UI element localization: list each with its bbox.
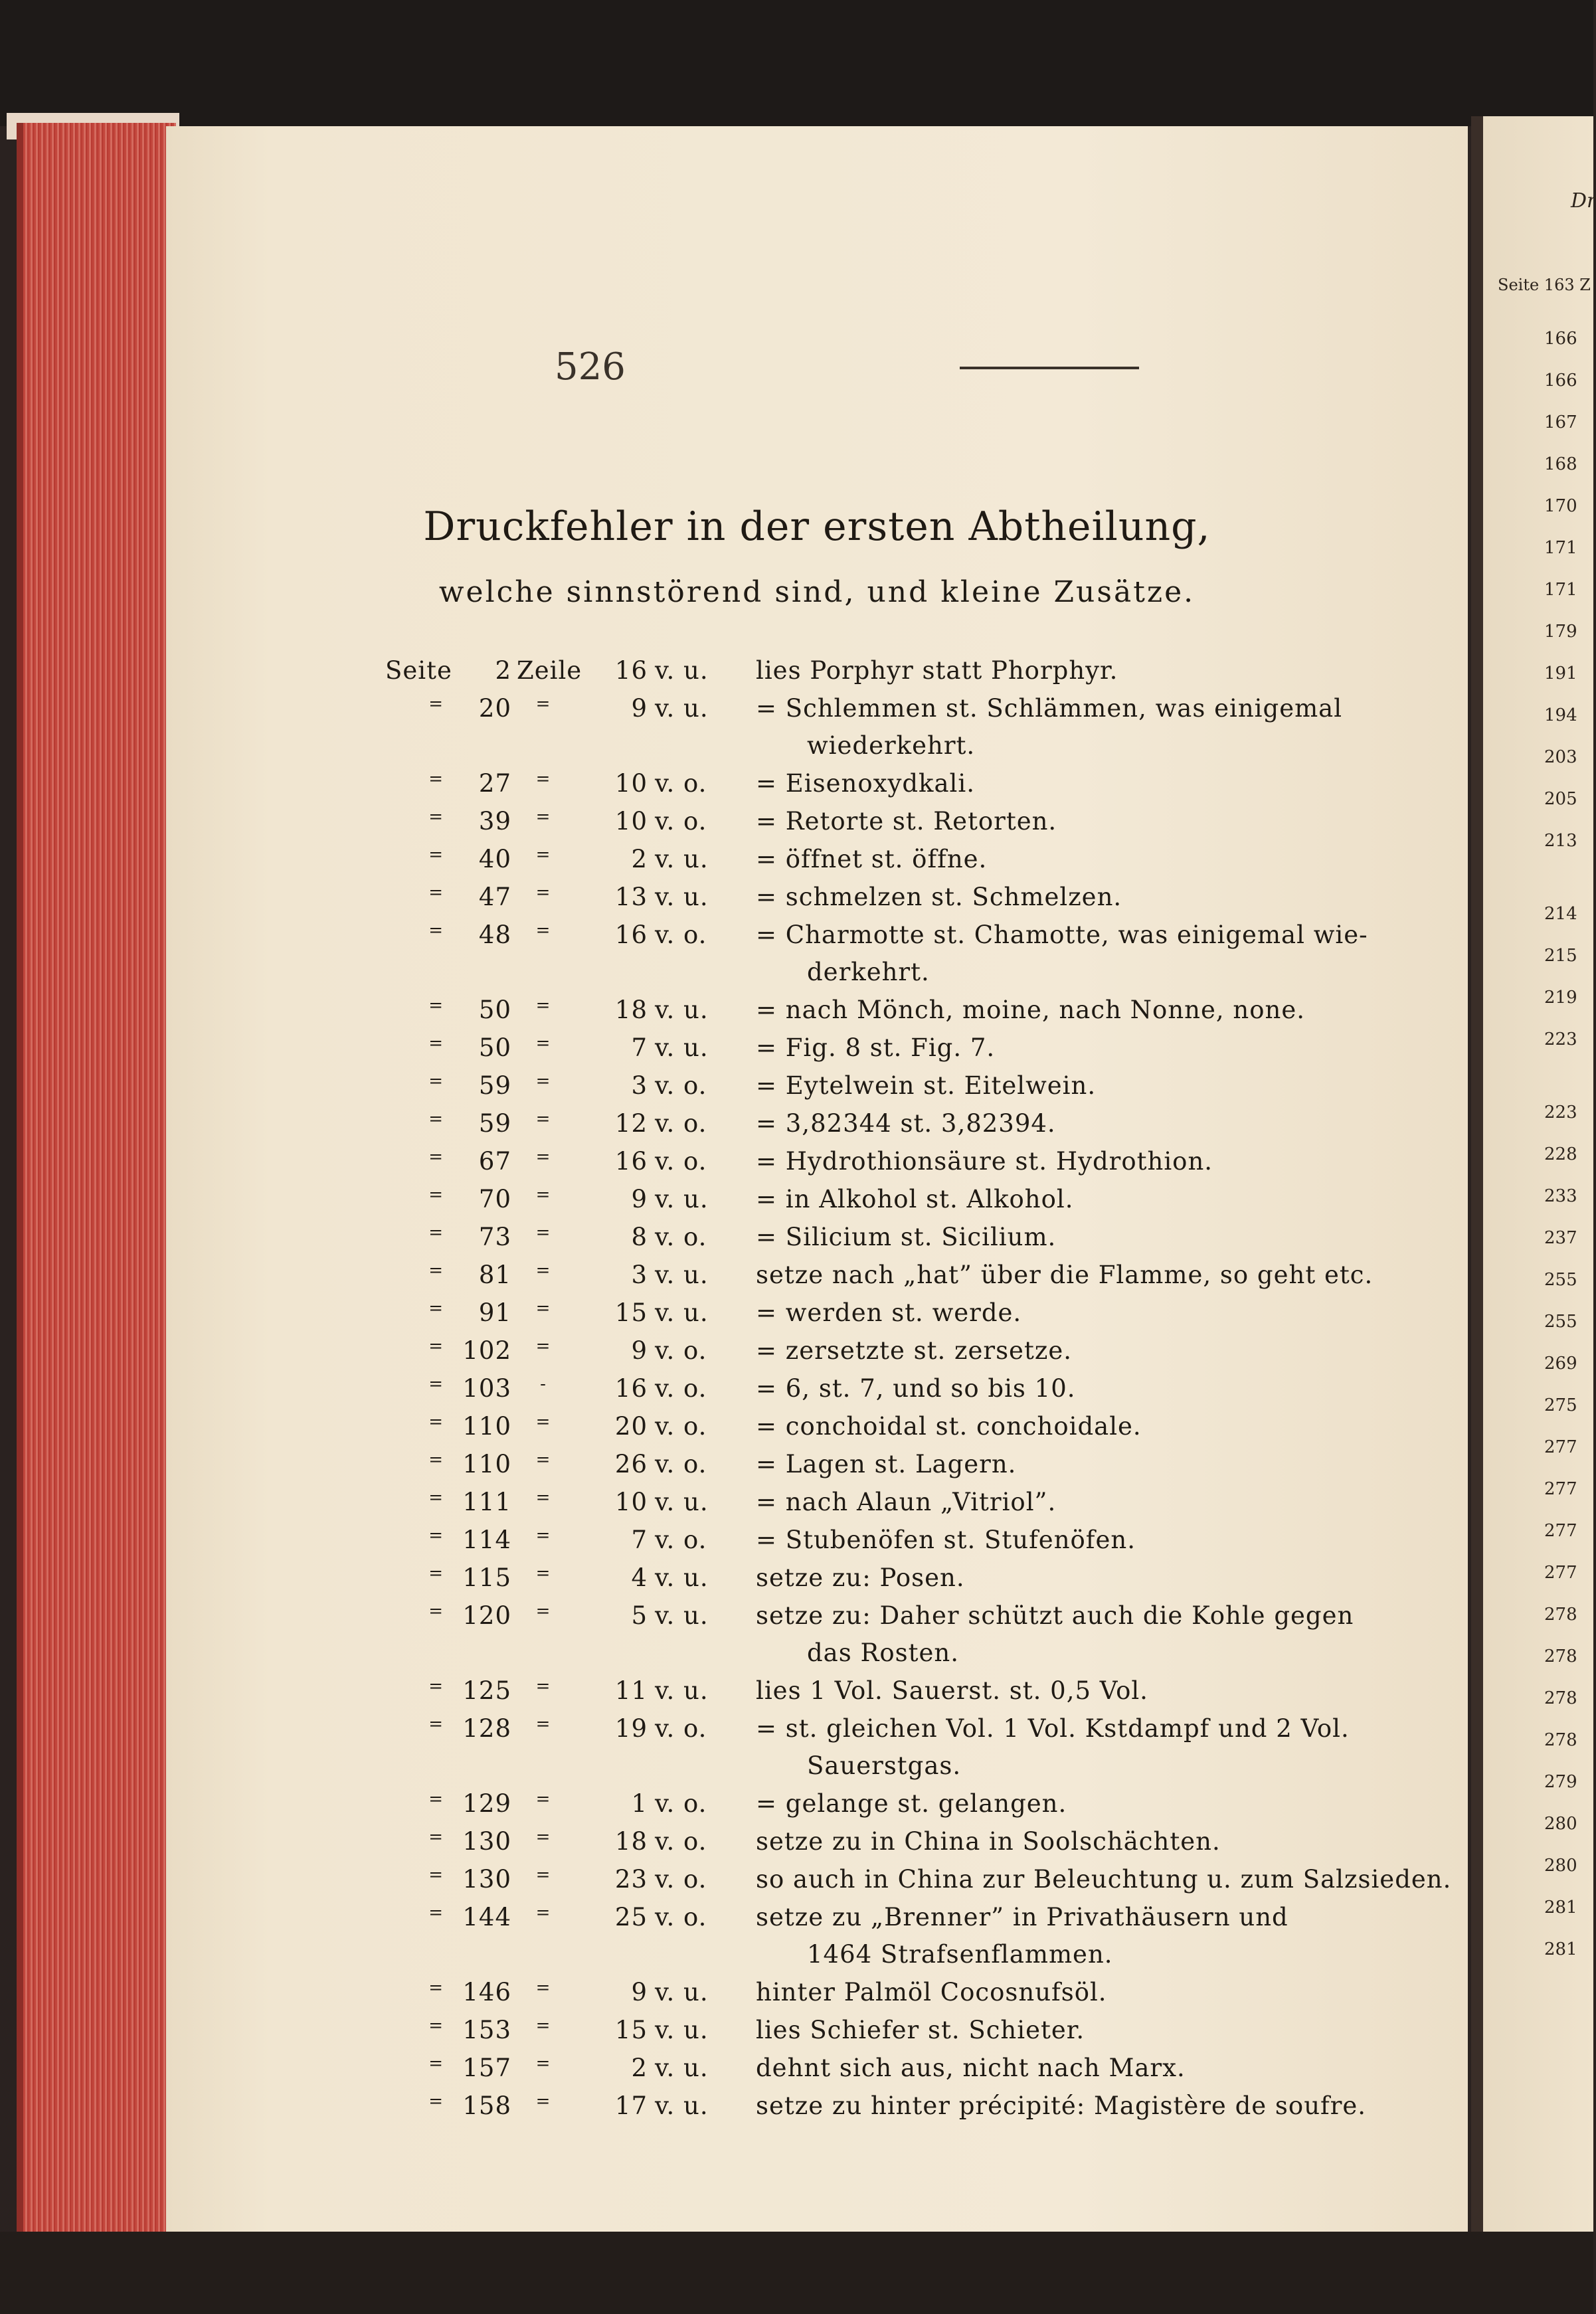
errata-line: 9 — [631, 1185, 648, 1213]
errata-zeile-mark: = — [535, 1601, 551, 1621]
facing-page-number: 170 — [1544, 496, 1577, 516]
facing-page-seite: Seite 163 Z — [1498, 276, 1591, 294]
errata-correction: setze zu „Brenner” in Privathäusern und — [756, 1903, 1288, 1931]
facing-page-number: 237 — [1544, 1228, 1577, 1248]
errata-seite-mark: = — [428, 1714, 444, 1734]
errata-correction: = Stubenöfen st. Stufenöfen. — [756, 1526, 1136, 1554]
errata-direction: v. u. — [655, 883, 709, 911]
errata-page: 59 — [478, 1109, 511, 1138]
errata-direction: v. o. — [655, 1071, 707, 1100]
errata-seite-mark: = — [428, 996, 444, 1016]
errata-page: 50 — [478, 996, 511, 1024]
errata-correction: = 3,82344 st. 3,82394. — [756, 1109, 1056, 1138]
errata-correction: = gelange st. gelangen. — [756, 1789, 1067, 1818]
errata-correction: = conchoidal st. conchoidale. — [756, 1412, 1142, 1441]
facing-page-number: 215 — [1544, 946, 1577, 966]
errata-page: 146 — [462, 1978, 511, 2006]
errata-direction: v. u. — [655, 694, 709, 723]
errata-line: 16 — [614, 656, 648, 685]
errata-seite-mark: = — [428, 1412, 444, 1432]
errata-line: 2 — [631, 2054, 648, 2082]
errata-page: 40 — [478, 845, 511, 873]
errata-seite-mark: = — [428, 2092, 444, 2111]
errata-line: 18 — [614, 1827, 648, 1856]
errata-zeile-mark: = — [535, 1789, 551, 1809]
errata-seite-mark: = — [428, 1185, 444, 1205]
errata-zeile-mark: = — [535, 769, 551, 789]
errata-zeile-mark: = — [535, 807, 551, 827]
facing-page-number: 277 — [1544, 1437, 1577, 1457]
errata-page: 111 — [462, 1488, 511, 1516]
errata-correction: = öffnet st. öffne. — [756, 845, 988, 873]
errata-correction: setze nach „hat” über die Flamme, so geht etc. — [756, 1261, 1374, 1289]
errata-continuation: Sauerstgas. — [807, 1751, 962, 1780]
errata-seite-mark: = — [428, 1676, 444, 1696]
errata-page: 125 — [462, 1676, 511, 1705]
facing-page-number: 255 — [1544, 1270, 1577, 1290]
errata-seite-mark: = — [428, 1488, 444, 1508]
errata-seite-mark: = — [428, 845, 444, 865]
facing-page-number: 166 — [1544, 371, 1577, 391]
errata-page: 47 — [478, 883, 511, 911]
errata-page: 129 — [462, 1789, 511, 1818]
errata-direction: v. u. — [655, 1261, 709, 1289]
errata-zeile-mark: = — [535, 1676, 551, 1696]
errata-line: 3 — [631, 1071, 648, 1100]
facing-page-number: 280 — [1544, 1814, 1577, 1834]
errata-page: 130 — [462, 1827, 511, 1856]
facing-page-number: 233 — [1544, 1186, 1577, 1206]
errata-page: 67 — [478, 1147, 511, 1176]
errata-seite-mark: = — [428, 921, 444, 940]
errata-seite-mark: = — [428, 1071, 444, 1091]
errata-direction: v. o. — [655, 921, 707, 949]
errata-page: 91 — [478, 1298, 511, 1327]
errata-page: 81 — [478, 1261, 511, 1289]
errata-line: 18 — [614, 996, 648, 1024]
book-page — [166, 126, 1468, 2238]
errata-correction: = Charmotte st. Chamotte, was einigemal wie- — [756, 921, 1368, 949]
errata-correction: = 6, st. 7, und so bis 10. — [756, 1374, 1076, 1403]
errata-seite-mark: = — [428, 1298, 444, 1318]
errata-seite-mark: = — [428, 1261, 444, 1281]
errata-zeile-mark: = — [535, 1033, 551, 1053]
errata-correction: lies Porphyr statt Phorphyr. — [756, 656, 1118, 685]
errata-page: 115 — [462, 1563, 511, 1592]
errata-page: 128 — [462, 1714, 511, 1743]
errata-correction: = werden st. werde. — [756, 1298, 1022, 1327]
errata-seite-mark: Seite — [385, 656, 452, 685]
errata-line: 1 — [631, 1789, 648, 1818]
errata-line: 9 — [631, 694, 648, 723]
facing-page-header: Dr — [1571, 189, 1596, 213]
errata-correction: = in Alkohol st. Alkohol. — [756, 1185, 1074, 1213]
facing-page-number: 223 — [1544, 1103, 1577, 1122]
errata-seite-mark: = — [428, 1865, 444, 1885]
errata-seite-mark: = — [428, 1223, 444, 1243]
errata-seite-mark: = — [428, 1526, 444, 1546]
errata-direction: v. o. — [655, 807, 707, 836]
errata-zeile-mark: = — [535, 2054, 551, 2074]
errata-correction: = st. gleichen Vol. 1 Vol. Kstdampf und 2 Vol. — [756, 1714, 1350, 1743]
errata-line: 15 — [614, 1298, 648, 1327]
errata-zeile-mark: = — [535, 1147, 551, 1167]
errata-seite-mark: = — [428, 1827, 444, 1847]
errata-line: 23 — [614, 1865, 648, 1894]
facing-page-number: 279 — [1544, 1772, 1577, 1792]
errata-page: 110 — [462, 1412, 511, 1441]
errata-zeile-mark: = — [535, 1563, 551, 1583]
errata-direction: v. u. — [655, 1676, 709, 1705]
errata-line: 16 — [614, 1374, 648, 1403]
errata-seite-mark: = — [428, 1601, 444, 1621]
errata-line: 11 — [614, 1676, 648, 1705]
errata-seite-mark: = — [428, 1903, 444, 1923]
errata-seite-mark: = — [428, 883, 444, 903]
errata-correction: setze zu: Daher schützt auch die Kohle gegen — [756, 1601, 1354, 1630]
errata-zeile-mark: = — [535, 1978, 551, 1998]
errata-zeile-mark: = — [535, 1488, 551, 1508]
errata-seite-mark: = — [428, 694, 444, 714]
facing-page-number: 278 — [1544, 1605, 1577, 1625]
errata-line: 16 — [614, 1147, 648, 1176]
errata-page: 120 — [462, 1601, 511, 1630]
errata-correction: = Silicium st. Sicilium. — [756, 1223, 1057, 1251]
facing-page-number: 277 — [1544, 1563, 1577, 1583]
errata-seite-mark: = — [428, 1563, 444, 1583]
errata-line: 9 — [631, 1978, 648, 2006]
facing-page-number: 166 — [1544, 329, 1577, 349]
errata-correction: lies 1 Vol. Sauerst. st. 0,5 Vol. — [756, 1676, 1148, 1705]
errata-continuation: 1464 Strafsenflammen. — [807, 1940, 1113, 1969]
errata-zeile-mark: Zeile — [517, 656, 582, 685]
errata-correction: setze zu hinter précipité: Magistère de soufre. — [756, 2092, 1367, 2120]
errata-direction: v. o. — [655, 1827, 707, 1856]
errata-correction: setze zu in China in Soolschächten. — [756, 1827, 1221, 1856]
errata-direction: v. u. — [655, 1978, 709, 2006]
errata-zeile-mark: = — [535, 2016, 551, 2036]
errata-direction: v. o. — [655, 1336, 707, 1365]
facing-page-number: 255 — [1544, 1312, 1577, 1332]
facing-page-number: 205 — [1544, 789, 1577, 809]
errata-direction: v. o. — [655, 1903, 707, 1931]
errata-correction: = Retorte st. Retorten. — [756, 807, 1057, 836]
errata-direction: v. u. — [655, 1488, 709, 1516]
errata-line: 10 — [614, 1488, 648, 1516]
errata-direction: v. u. — [655, 2054, 709, 2082]
errata-page: 114 — [462, 1526, 511, 1554]
errata-zeile-mark: = — [535, 1223, 551, 1243]
errata-correction: dehnt sich aus, nicht nach Marx. — [756, 2054, 1186, 2082]
errata-line: 5 — [631, 1601, 648, 1630]
errata-line: 12 — [614, 1109, 648, 1138]
errata-correction: = Hydrothionsäure st. Hydrothion. — [756, 1147, 1213, 1176]
facing-page-number: 278 — [1544, 1646, 1577, 1666]
facing-page-number: 269 — [1544, 1354, 1577, 1374]
facing-page — [1471, 116, 1596, 2242]
errata-continuation: derkehrt. — [807, 958, 930, 986]
facing-page-number: 171 — [1544, 538, 1577, 558]
facing-page-number: 280 — [1544, 1856, 1577, 1876]
errata-direction: v. o. — [655, 1450, 707, 1478]
errata-line: 3 — [631, 1261, 648, 1289]
errata-page: 70 — [478, 1185, 511, 1213]
facing-page-number: 167 — [1544, 412, 1577, 432]
errata-line: 20 — [614, 1412, 648, 1441]
errata-direction: v. o. — [655, 1223, 707, 1251]
errata-line: 10 — [614, 769, 648, 798]
errata-zeile-mark: = — [535, 1714, 551, 1734]
facing-page-number: 179 — [1544, 622, 1577, 642]
facing-page-number: 228 — [1544, 1144, 1577, 1164]
errata-zeile-mark: = — [535, 883, 551, 903]
errata-zeile-mark: = — [535, 1109, 551, 1129]
errata-page: 50 — [478, 1033, 511, 1062]
errata-zeile-mark: - — [540, 1374, 547, 1394]
errata-direction: v. u. — [655, 2016, 709, 2044]
errata-direction: v. u. — [655, 1601, 709, 1630]
errata-direction: v. u. — [655, 2092, 709, 2120]
page-edge-red — [17, 123, 176, 2235]
errata-seite-mark: = — [428, 2054, 444, 2074]
errata-page: 144 — [462, 1903, 511, 1931]
errata-direction: v. o. — [655, 1374, 707, 1403]
errata-page: 2 — [495, 656, 511, 685]
errata-direction: v. u. — [655, 845, 709, 873]
errata-page: 20 — [478, 694, 511, 723]
errata-zeile-mark: = — [535, 845, 551, 865]
errata-correction: = nach Alaun „Vitriol”. — [756, 1488, 1057, 1516]
facing-page-number: 194 — [1544, 705, 1577, 725]
errata-zeile-mark: = — [535, 1185, 551, 1205]
page-title: Druckfehler in der ersten Abtheilung, — [423, 503, 1211, 550]
errata-direction: v. u. — [655, 1298, 709, 1327]
errata-direction: v. o. — [655, 769, 707, 798]
errata-correction: = zersetzte st. zersetze. — [756, 1336, 1072, 1365]
errata-direction: v. u. — [655, 1563, 709, 1592]
top-background — [0, 0, 1593, 126]
facing-page-number: 281 — [1544, 1898, 1577, 1917]
errata-seite-mark: = — [428, 1033, 444, 1053]
errata-zeile-mark: = — [535, 921, 551, 940]
errata-zeile-mark: = — [535, 1450, 551, 1470]
errata-line: 2 — [631, 845, 648, 873]
errata-seite-mark: = — [428, 1789, 444, 1809]
errata-line: 8 — [631, 1223, 648, 1251]
errata-zeile-mark: = — [535, 996, 551, 1016]
errata-zeile-mark: = — [535, 1903, 551, 1923]
errata-zeile-mark: = — [535, 1827, 551, 1847]
page-subtitle: welche sinnstörend sind, und kleine Zusätze. — [438, 575, 1196, 609]
facing-page-number: 275 — [1544, 1395, 1577, 1415]
errata-zeile-mark: = — [535, 2092, 551, 2111]
errata-line: 9 — [631, 1336, 648, 1365]
errata-seite-mark: = — [428, 2016, 444, 2036]
errata-line: 25 — [614, 1903, 648, 1931]
errata-zeile-mark: = — [535, 1071, 551, 1091]
errata-correction: = schmelzen st. Schmelzen. — [756, 883, 1122, 911]
errata-seite-mark: = — [428, 1450, 444, 1470]
facing-page-number: 203 — [1544, 747, 1577, 767]
facing-page-number: 278 — [1544, 1688, 1577, 1708]
errata-direction: v. u. — [655, 1033, 709, 1062]
errata-page: 102 — [462, 1336, 511, 1365]
errata-seite-mark: = — [428, 1147, 444, 1167]
errata-page: 39 — [478, 807, 511, 836]
errata-page: 130 — [462, 1865, 511, 1894]
errata-direction: v. u. — [655, 996, 709, 1024]
errata-page: 59 — [478, 1071, 511, 1100]
errata-zeile-mark: = — [535, 1526, 551, 1546]
errata-seite-mark: = — [428, 769, 444, 789]
errata-zeile-mark: = — [535, 1336, 551, 1356]
errata-zeile-mark: = — [535, 1298, 551, 1318]
errata-correction: = Lagen st. Lagern. — [756, 1450, 1017, 1478]
errata-line: 15 — [614, 2016, 648, 2044]
errata-line: 7 — [631, 1526, 648, 1554]
facing-page-number: 219 — [1544, 988, 1577, 1008]
errata-direction: v. o. — [655, 1865, 707, 1894]
errata-zeile-mark: = — [535, 1865, 551, 1885]
header-rule — [960, 367, 1139, 369]
facing-page-number: 168 — [1544, 454, 1577, 474]
errata-seite-mark: = — [428, 807, 444, 827]
facing-page-number: 277 — [1544, 1521, 1577, 1541]
errata-line: 17 — [614, 2092, 648, 2120]
errata-direction: v. o. — [655, 1147, 707, 1176]
facing-page-number: 214 — [1544, 904, 1577, 924]
errata-direction: v. o. — [655, 1412, 707, 1441]
facing-page-number: 213 — [1544, 831, 1577, 851]
facing-page-number: 277 — [1544, 1479, 1577, 1499]
errata-zeile-mark: = — [535, 694, 551, 714]
errata-zeile-mark: = — [535, 1412, 551, 1432]
errata-line: 4 — [631, 1563, 648, 1592]
errata-correction: = nach Mönch, moine, nach Nonne, none. — [756, 996, 1305, 1024]
errata-page: 158 — [462, 2092, 511, 2120]
errata-page: 157 — [462, 2054, 511, 2082]
errata-page: 110 — [462, 1450, 511, 1478]
errata-line: 26 — [614, 1450, 648, 1478]
errata-zeile-mark: = — [535, 1261, 551, 1281]
page-number: 526 — [555, 345, 626, 389]
errata-line: 10 — [614, 807, 648, 836]
errata-page: 103 — [462, 1374, 511, 1403]
errata-seite-mark: = — [428, 1336, 444, 1356]
errata-direction: v. o. — [655, 1789, 707, 1818]
errata-correction: setze zu: Posen. — [756, 1563, 965, 1592]
errata-direction: v. o. — [655, 1526, 707, 1554]
errata-line: 7 — [631, 1033, 648, 1062]
errata-line: 19 — [614, 1714, 648, 1743]
errata-correction: lies Schiefer st. Schieter. — [756, 2016, 1085, 2044]
errata-correction: so auch in China zur Beleuchtung u. zum Salzsieden. — [756, 1865, 1452, 1894]
errata-direction: v. u. — [655, 656, 709, 685]
errata-seite-mark: = — [428, 1374, 444, 1394]
errata-page: 153 — [462, 2016, 511, 2044]
errata-correction: = Eisenoxydkali. — [756, 769, 975, 798]
errata-page: 48 — [478, 921, 511, 949]
facing-page-number: 191 — [1544, 664, 1577, 683]
errata-direction: v. u. — [655, 1185, 709, 1213]
errata-line: 16 — [614, 921, 648, 949]
errata-seite-mark: = — [428, 1109, 444, 1129]
errata-continuation: das Rosten. — [807, 1639, 959, 1667]
facing-page-number: 278 — [1544, 1730, 1577, 1750]
errata-correction: = Eytelwein st. Eitelwein. — [756, 1071, 1097, 1100]
errata-page: 73 — [478, 1223, 511, 1251]
facing-page-number: 223 — [1544, 1029, 1577, 1049]
errata-correction: hinter Palmöl Cocosnufsöl. — [756, 1978, 1107, 2006]
bottom-background — [0, 2232, 1593, 2314]
errata-direction: v. o. — [655, 1714, 707, 1743]
errata-seite-mark: = — [428, 1978, 444, 1998]
errata-correction: = Fig. 8 st. Fig. 7. — [756, 1033, 996, 1062]
facing-page-number: 171 — [1544, 580, 1577, 600]
facing-page-number: 281 — [1544, 1939, 1577, 1959]
errata-correction: = Schlemmen st. Schlämmen, was einigemal — [756, 694, 1343, 723]
errata-direction: v. o. — [655, 1109, 707, 1138]
errata-line: 13 — [614, 883, 648, 911]
errata-page: 27 — [478, 769, 511, 798]
errata-continuation: wiederkehrt. — [807, 731, 976, 760]
